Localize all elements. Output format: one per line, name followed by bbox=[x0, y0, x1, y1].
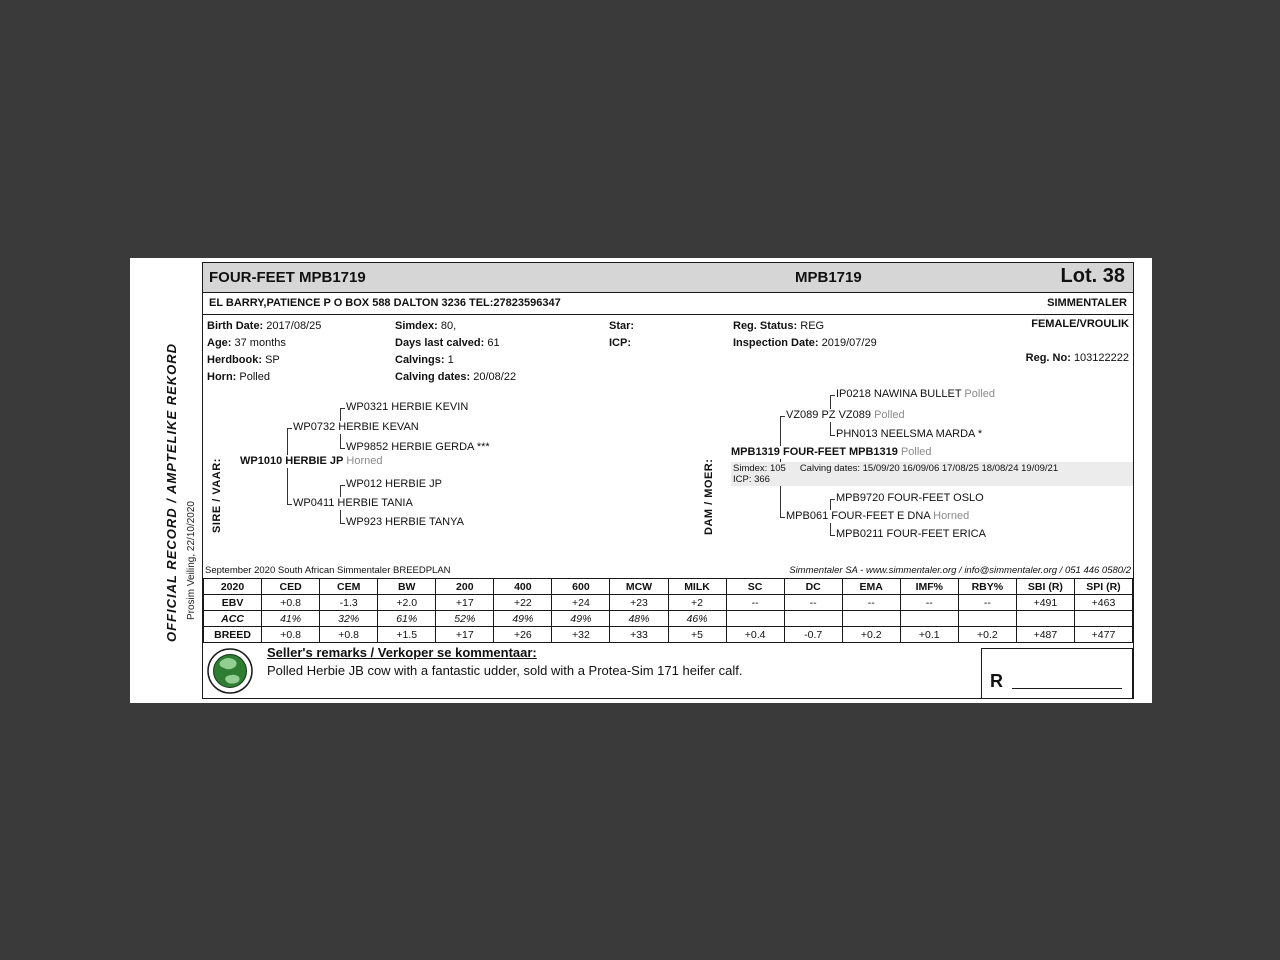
dam-grandsire-dam: PHN013 NEELSMA MARDA * bbox=[836, 428, 985, 441]
breedplan-cell bbox=[958, 611, 1016, 627]
breedplan-cell bbox=[1074, 611, 1132, 627]
currency-symbol: R bbox=[990, 671, 1003, 691]
dam-name bbox=[731, 446, 935, 459]
field-label: Simdex: bbox=[395, 320, 438, 332]
horn-status: Polled bbox=[874, 409, 905, 421]
breedplan-cell: -- bbox=[958, 595, 1016, 611]
info-column-2 bbox=[395, 318, 516, 386]
info-field bbox=[207, 318, 321, 335]
sire-grandsire-dam: WP9852 HERBIE GERDA *** bbox=[346, 441, 493, 454]
info-field bbox=[609, 335, 634, 352]
breedplan-col-header: 600 bbox=[552, 579, 610, 595]
horn-status: Polled bbox=[964, 388, 995, 400]
breedplan-cell: +22 bbox=[494, 595, 552, 611]
breedplan-note-row bbox=[203, 563, 1133, 578]
breedplan-row-ebv bbox=[204, 595, 1133, 611]
breedplan-col-header: DC bbox=[784, 579, 842, 595]
breedplan-cell: +5 bbox=[668, 627, 726, 643]
breedplan-header-row bbox=[204, 579, 1133, 595]
breedplan-cell: +1.5 bbox=[378, 627, 436, 643]
breedplan-cell: 41% bbox=[262, 611, 320, 627]
breedplan-col-header: BW bbox=[378, 579, 436, 595]
sire-dam: WP0411 HERBIE TANIA bbox=[293, 497, 416, 510]
pedigree-section bbox=[203, 385, 1133, 563]
dam-id: MPB1319 FOUR-FEET MPB1319 bbox=[731, 446, 898, 458]
lot-number: Lot. 38 bbox=[1060, 265, 1125, 287]
field-value: SP bbox=[265, 354, 280, 366]
horn-status: Horned bbox=[933, 510, 970, 522]
info-field bbox=[207, 352, 321, 369]
animal-id: MPB1719 bbox=[795, 269, 862, 286]
field-label: Herdbook: bbox=[207, 354, 262, 366]
breedplan-cell: +17 bbox=[436, 627, 494, 643]
breedplan-cell: 46% bbox=[668, 611, 726, 627]
info-field bbox=[733, 335, 877, 352]
field-label: Days last calved: bbox=[395, 337, 485, 349]
breedplan-cell: +2.0 bbox=[378, 595, 436, 611]
breedplan-col-header: RBY% bbox=[958, 579, 1016, 595]
sire-id: WP1010 HERBIE JP bbox=[240, 455, 344, 467]
remarks-heading-text: Seller's remarks / Verkoper se kommentaar: bbox=[267, 645, 537, 660]
price-blank-line bbox=[1012, 688, 1122, 689]
field-value: 1 bbox=[447, 354, 454, 366]
ancestor-id: VZ089 PZ VZ089 bbox=[786, 409, 871, 421]
remarks-section bbox=[203, 643, 1133, 699]
breedplan-cell: -- bbox=[842, 595, 900, 611]
breedplan-cell: +477 bbox=[1074, 627, 1132, 643]
breedplan-col-header: IMF% bbox=[900, 579, 958, 595]
breedplan-table bbox=[203, 578, 1133, 643]
info-field bbox=[609, 318, 634, 335]
breedplan-cell: +33 bbox=[610, 627, 668, 643]
breedplan-contact: Simmentaler SA - www.simmentaler.org / info@simmentaler.org / 051 446 0580/2 bbox=[789, 565, 1131, 576]
breedplan-cell: +463 bbox=[1074, 595, 1132, 611]
sire-axis-label: SIRE / VAAR: bbox=[211, 458, 223, 533]
info-column-3 bbox=[609, 318, 634, 352]
breedplan-cell: -0.7 bbox=[784, 627, 842, 643]
field-value: 2019/07/29 bbox=[821, 337, 877, 349]
field-label: Reg. Status: bbox=[733, 320, 798, 332]
breedplan-cell: +24 bbox=[552, 595, 610, 611]
dam-axis-label: DAM / MOER: bbox=[703, 458, 715, 535]
price-box bbox=[981, 648, 1133, 699]
field-label: Calvings: bbox=[395, 354, 445, 366]
breedplan-cell bbox=[842, 611, 900, 627]
dam-sire bbox=[786, 409, 908, 422]
breedplan-cell: +26 bbox=[494, 627, 552, 643]
breedplan-cell: +0.4 bbox=[726, 627, 784, 643]
breedplan-cell: 49% bbox=[494, 611, 552, 627]
breedplan-col-header: CED bbox=[262, 579, 320, 595]
owner-bar bbox=[203, 293, 1133, 315]
breedplan-cell: -- bbox=[784, 595, 842, 611]
breedplan-cell: +23 bbox=[610, 595, 668, 611]
breedplan-row-breed bbox=[204, 627, 1133, 643]
sire-grandsire-sire: WP0321 HERBIE KEVIN bbox=[346, 401, 471, 414]
registration-number bbox=[1026, 352, 1129, 364]
breedplan-cell bbox=[726, 611, 784, 627]
dam-calving-dates: Calving dates: 15/09/20 16/09/06 17/08/25 18/08/24 19/09/21 bbox=[799, 463, 1059, 474]
dam-icp: ICP: 366 bbox=[733, 474, 770, 485]
breedplan-cell: -- bbox=[900, 595, 958, 611]
field-value: 103122222 bbox=[1073, 352, 1129, 364]
owner-contact: EL BARRY,PATIENCE P O BOX 588 DALTON 3236 TEL:27823596347 bbox=[209, 297, 561, 309]
animal-name: FOUR-FEET MPB1719 bbox=[209, 269, 366, 286]
dam-dam bbox=[786, 510, 972, 523]
dam-simdex: Simdex: 105 bbox=[733, 463, 786, 474]
breedplan-row-label: EBV bbox=[204, 595, 262, 611]
field-value: 61 bbox=[487, 337, 500, 349]
info-field bbox=[395, 335, 516, 352]
info-column-4 bbox=[733, 318, 877, 352]
info-field bbox=[395, 318, 516, 335]
auction-event-label: Prosim Veiling, 22/10/2020 bbox=[186, 501, 197, 620]
breedplan-cell: +0.2 bbox=[958, 627, 1016, 643]
breedplan-cell: 61% bbox=[378, 611, 436, 627]
breedplan-col-header: 2020 bbox=[204, 579, 262, 595]
field-label: Reg. No: bbox=[1025, 352, 1071, 364]
info-field bbox=[395, 352, 516, 369]
animal-info-section bbox=[203, 315, 1133, 385]
field-label: Horn: bbox=[207, 371, 237, 383]
breedplan-col-header: SC bbox=[726, 579, 784, 595]
dam-performance-band bbox=[731, 462, 1133, 486]
sire-granddam-dam: WP923 HERBIE TANYA bbox=[346, 516, 467, 529]
breedplan-cell: -1.3 bbox=[320, 595, 378, 611]
breedplan-row-label: BREED bbox=[204, 627, 262, 643]
breedplan-cell bbox=[900, 611, 958, 627]
info-field bbox=[207, 369, 321, 386]
breedplan-row-label: ACC bbox=[204, 611, 262, 627]
breedplan-cell: +0.1 bbox=[900, 627, 958, 643]
breedplan-cell: 32% bbox=[320, 611, 378, 627]
remarks-text: Polled Herbie JB cow with a fantastic udder, sold with a Protea-Sim 171 heifer calf. bbox=[267, 663, 743, 678]
breedplan-cell bbox=[1016, 611, 1074, 627]
breedplan-cell: +491 bbox=[1016, 595, 1074, 611]
field-value: REG bbox=[800, 320, 825, 332]
breedplan-col-header: 400 bbox=[494, 579, 552, 595]
ancestor-id: MPB061 FOUR-FEET E DNA bbox=[786, 510, 931, 522]
field-value: 80, bbox=[440, 320, 457, 332]
field-label: Age: bbox=[207, 337, 232, 349]
breedplan-cell: +0.8 bbox=[320, 627, 378, 643]
dam-granddam-dam: MPB0211 FOUR-FEET ERICA bbox=[836, 528, 989, 541]
field-label: Calving dates: bbox=[395, 371, 471, 383]
dam-horn-status: Polled bbox=[900, 446, 932, 458]
breedplan-col-header: 200 bbox=[436, 579, 494, 595]
official-record-label: OFFICIAL RECORD / AMPTELIKE REKORD bbox=[164, 342, 179, 642]
breedplan-cell bbox=[784, 611, 842, 627]
field-value: 37 months bbox=[234, 337, 286, 349]
breedplan-cell: +2 bbox=[668, 595, 726, 611]
breedplan-cell: 48% bbox=[610, 611, 668, 627]
breedplan-cell: +17 bbox=[436, 595, 494, 611]
sex-label: FEMALE/VROULIK bbox=[1031, 318, 1129, 330]
breedplan-cell: +0.8 bbox=[262, 627, 320, 643]
remarks-heading bbox=[267, 645, 537, 660]
info-field bbox=[733, 318, 877, 335]
breedplan-cell: 49% bbox=[552, 611, 610, 627]
breed-name: SIMMENTALER bbox=[1047, 297, 1127, 309]
dam-performance-line1 bbox=[733, 463, 1131, 474]
card-content bbox=[202, 262, 1134, 699]
field-label: Inspection Date: bbox=[733, 337, 819, 349]
breedplan-cell: +0.2 bbox=[842, 627, 900, 643]
field-label: Star: bbox=[609, 320, 635, 332]
sire-horn-status: Horned bbox=[346, 455, 383, 467]
breedplan-col-header: SPI (R) bbox=[1074, 579, 1132, 595]
catalog-card bbox=[130, 258, 1152, 703]
sire-name bbox=[240, 455, 385, 468]
dam-grandsire-sire bbox=[836, 388, 998, 401]
breedplan-cell: +487 bbox=[1016, 627, 1074, 643]
info-field bbox=[207, 335, 321, 352]
breedplan-source: September 2020 South African Simmentaler BREEDPLAN bbox=[205, 565, 451, 576]
field-value: 2017/08/25 bbox=[266, 320, 322, 332]
breedplan-col-header: MCW bbox=[610, 579, 668, 595]
field-label: Birth Date: bbox=[207, 320, 264, 332]
field-value: Polled bbox=[239, 371, 270, 383]
breedplan-body bbox=[204, 595, 1133, 643]
breedplan-col-header: SBI (R) bbox=[1016, 579, 1074, 595]
breedplan-cell: -- bbox=[726, 595, 784, 611]
header-bar bbox=[203, 263, 1133, 293]
simmentaler-sa-logo bbox=[207, 648, 253, 699]
field-value: 20/08/22 bbox=[473, 371, 517, 383]
info-column-1 bbox=[207, 318, 321, 386]
sire-sire: WP0732 HERBIE KEVAN bbox=[293, 421, 422, 434]
field-label: ICP: bbox=[609, 337, 631, 349]
breedplan-col-header: CEM bbox=[320, 579, 378, 595]
breedplan-cell: +0.8 bbox=[262, 595, 320, 611]
ancestor-id: IP0218 NAWINA BULLET bbox=[836, 388, 962, 400]
dam-granddam-sire: MPB9720 FOUR-FEET OSLO bbox=[836, 492, 987, 505]
breedplan-col-header: MILK bbox=[668, 579, 726, 595]
breedplan-cell: 52% bbox=[436, 611, 494, 627]
breedplan-row-acc bbox=[204, 611, 1133, 627]
sire-granddam-sire: WP012 HERBIE JP bbox=[346, 478, 445, 491]
breedplan-cell: +32 bbox=[552, 627, 610, 643]
breedplan-col-header: EMA bbox=[842, 579, 900, 595]
info-field bbox=[395, 369, 516, 386]
